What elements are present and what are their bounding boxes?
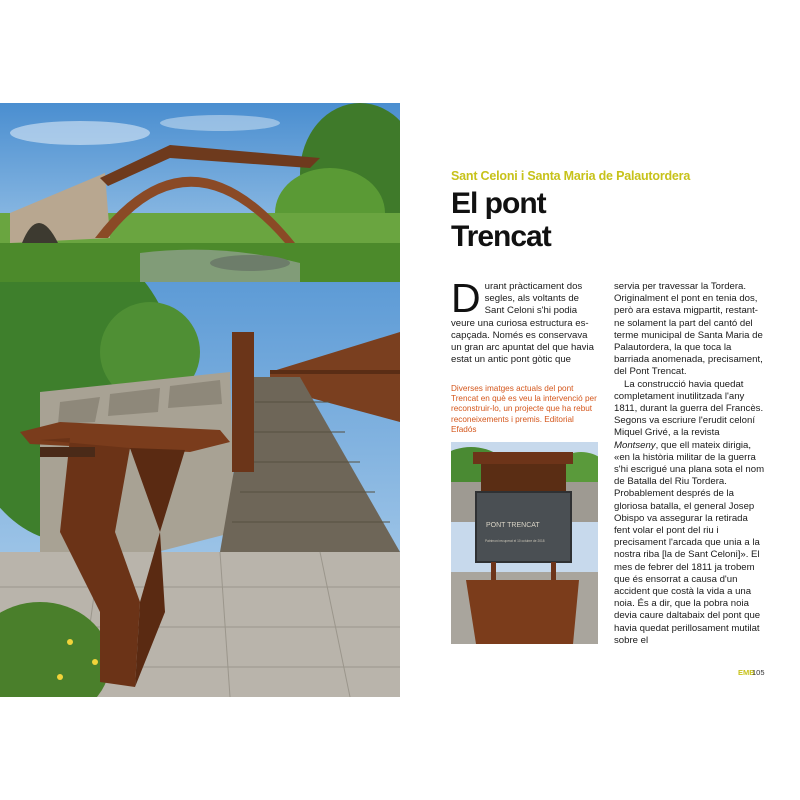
article-kicker: Sant Celoni i Santa Maria de Palautordera: [451, 169, 691, 183]
body-paragraph: La construcció havia quedat completament inutilitzada l'any 1811, durant la guerra del Francès. Segons va escriure l'erudit celoní Miquel Grivé, a la revista Montseny, que ell mateix dirigia, «en la història militar de la guerra s'hi escrigué una plana sota el nom de Batalla del Riu Tordera. Probablement després de la gloriosa batalla, el general Josep Obispo va assegurar la retirada fent volar el pont del riu i precisament l'arcada que unia a la nostra riba [la de Sant Celoni]». El mes de febrer del 1811 ja trobem que és ensorrat a causa d'un accident que costà la vida a una noia. És a dir, que la pobra noia devia caure daltabaix del pont que havia quedat perillosament mutilat sobre el: [614, 378, 765, 646]
body-paragraph: servia per travessar la Tordera. Originalment el pont en tenia dos, però ara estava migpartit, restant-ne solament la part del cantó del terme municipal de Santa Maria de Palautordera, la que toca la barriada anomenada, precisament, del Pont Trencat.: [614, 281, 763, 378]
photo-plaque: [451, 442, 598, 644]
article-title: [451, 187, 651, 253]
title-line-2: Trencat: [451, 220, 551, 253]
photo-caption: Diverses imatges actuals del pont Trencat en què es veu la intervenció per reconstruir-lo, un projecte que ha rebut reconeixements i premis. Editorial Efadós: [451, 384, 597, 434]
plaque-subtitle: Patrimoni recuperat el 10 octubre de 2018: [485, 539, 545, 543]
title-line-1: El pont: [451, 187, 546, 220]
photo-bridge-arch: [0, 103, 400, 282]
drop-cap: D: [451, 275, 481, 321]
plaque-title: PONT TRENCAT: [486, 522, 540, 529]
body-column-2: [614, 281, 766, 647]
page-number: 105: [752, 668, 765, 677]
photo-walkway-sign: [0, 282, 400, 697]
body-paragraph: urant pràcticament dos segles, als voltants de Sant Celoni s'hi podia veure una curiosa estructura es-capçada. Només es conservava un gran arc apuntat del que havia estat un antic pont gòtic que: [451, 281, 594, 366]
body-column-1: [451, 275, 599, 366]
folio-mark: EMB: [738, 668, 755, 677]
